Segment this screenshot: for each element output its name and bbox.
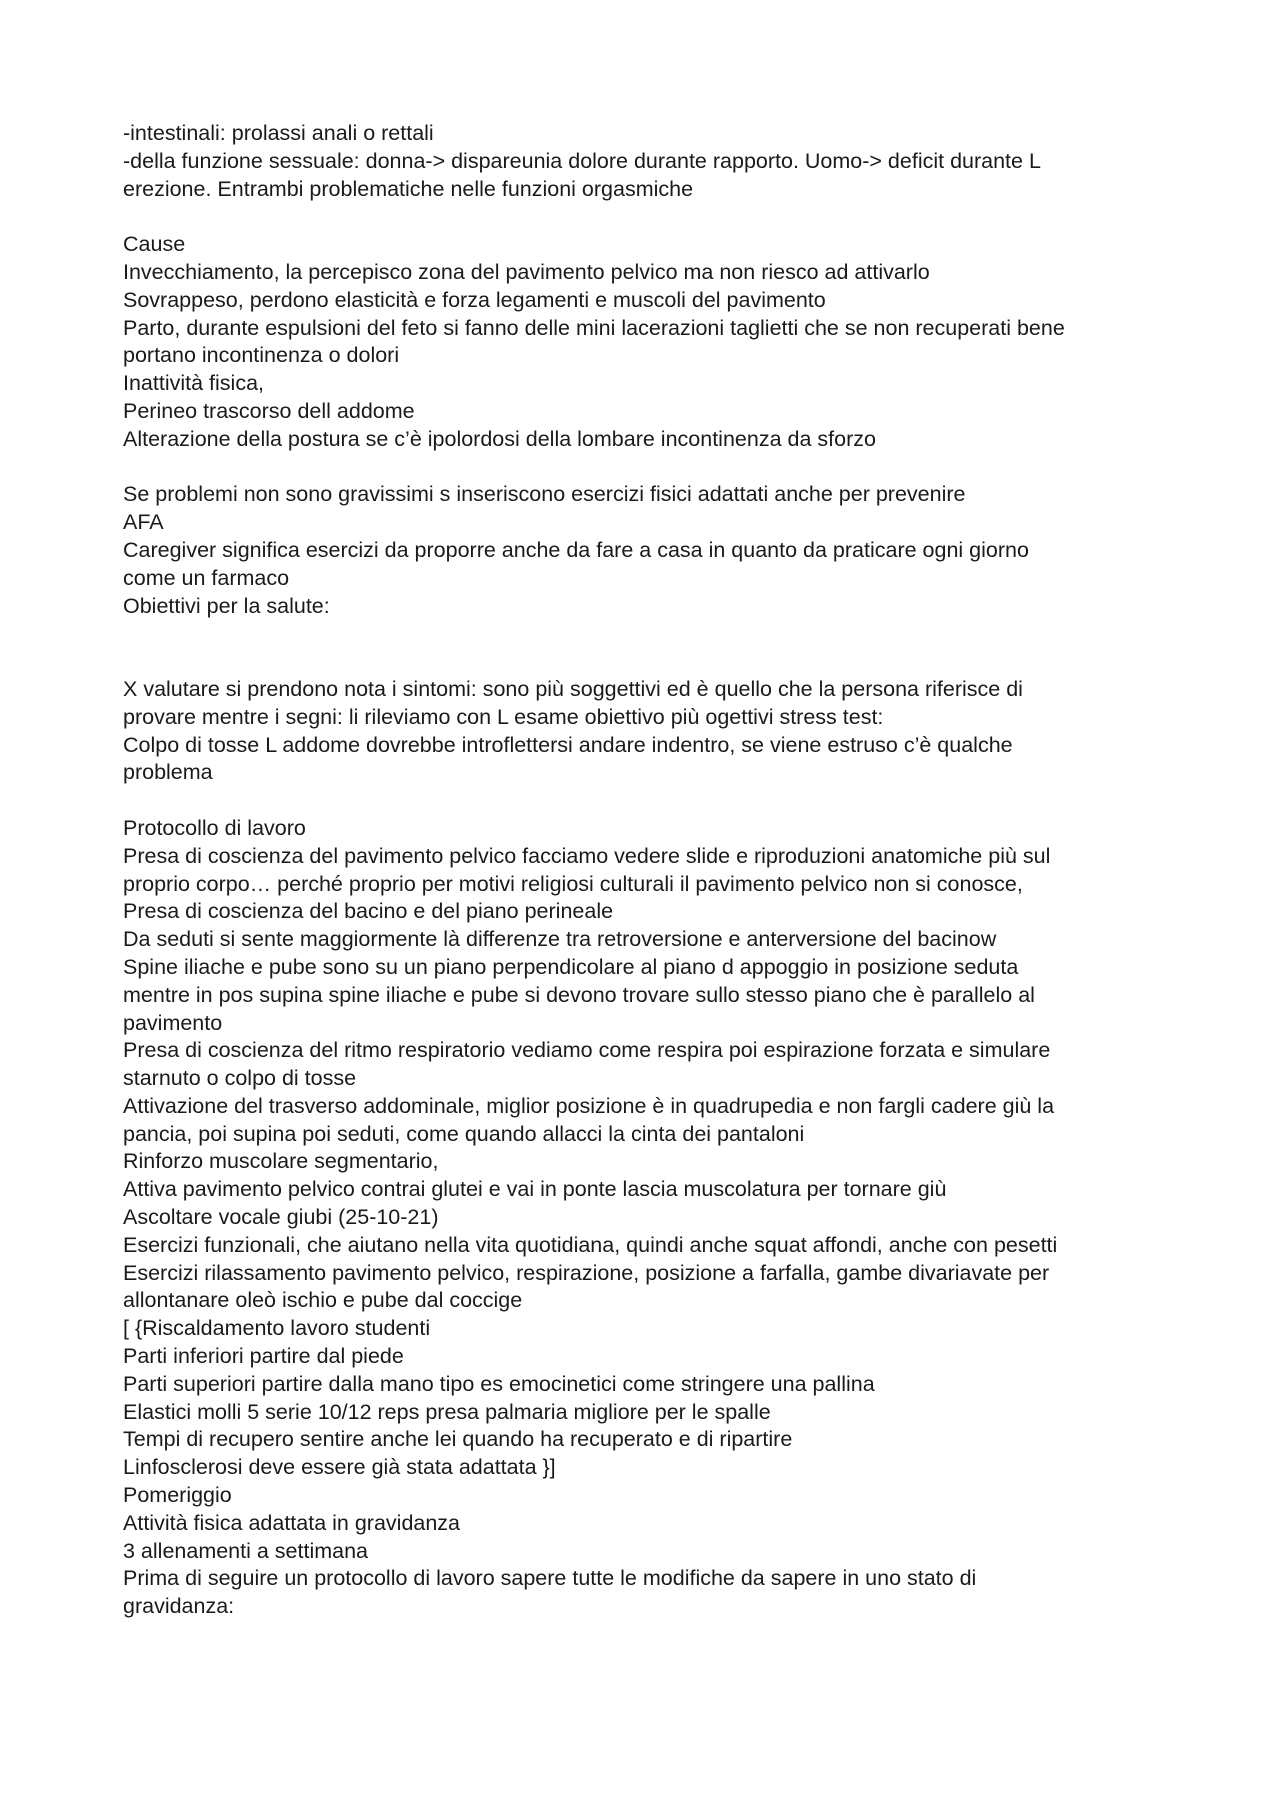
blank-line xyxy=(123,203,1183,231)
blank-line xyxy=(123,787,1183,815)
text-line: Attiva pavimento pelvico contrai glutei e vai in ponte lascia muscolatura per tornare giù xyxy=(123,1177,947,1202)
text-line: Colpo di tosse L addome dovrebbe introflettersi andare indentro, se viene estruso c’è qualche xyxy=(123,732,1013,757)
text-line: pavimento xyxy=(123,1010,223,1035)
text-line: Esercizi funzionali, che aiutano nella vita quotidiana, quindi anche squat affondi, anche con pesetti xyxy=(123,1232,1058,1257)
text-line: proprio corpo… perché proprio per motivi religiosi culturali il pavimento pelvico non si conosce, xyxy=(123,871,1023,896)
text-line: Caregiver significa esercizi da proporre anche da fare a casa in quanto da praticare ogni giorno xyxy=(123,537,1029,562)
text-line: -della funzione sessuale: donna-> dispareunia dolore durante rapporto. Uomo-> deficit durante L xyxy=(123,148,1041,173)
text-line: gravidanza: xyxy=(123,1594,235,1619)
text-line: [ {Riscaldamento lavoro studenti xyxy=(123,1316,431,1341)
text-line: Attivazione del trasverso addominale, miglior posizione è in quadrupedia e non fargli cadere giù la xyxy=(123,1093,1055,1118)
text-line: Inattività fisica, xyxy=(123,371,264,396)
text-line: Presa di coscienza del pavimento pelvico facciamo vedere slide e riproduzioni anatomiche più sul xyxy=(123,843,1051,868)
text-line: Da seduti si sente maggiormente là differenze tra retroversione e anterversione del bacinow xyxy=(123,927,997,952)
text-line: Rinforzo muscolare segmentario, xyxy=(123,1149,439,1174)
text-line: Parto, durante espulsioni del feto si fanno delle mini lacerazioni taglietti che se non recuperati bene xyxy=(123,315,1065,340)
text-line: X valutare si prendono nota i sintomi: sono più soggettivi ed è quello che la persona riferisce di xyxy=(123,676,1023,701)
text-line: come un farmaco xyxy=(123,565,290,590)
text-line: problema xyxy=(123,760,213,785)
text-line: Esercizi rilassamento pavimento pelvico, respirazione, posizione a farfalla, gambe divariavate per xyxy=(123,1260,1050,1285)
text-line: Obiettivi per la salute: xyxy=(123,593,330,618)
text-line: -intestinali: prolassi anali o rettali xyxy=(123,121,434,145)
text-line: Perineo trascorso dell addome xyxy=(123,398,415,423)
text-line: provare mentre i segni: li rileviamo con L esame obiettivo più ogettivi stress test: xyxy=(123,704,884,729)
blank-line xyxy=(123,620,1183,676)
text-line: Presa di coscienza del bacino e del piano perineale xyxy=(123,899,614,924)
text-line: Elastici molli 5 serie 10/12 reps presa palmaria migliore per le spalle xyxy=(123,1399,771,1424)
text-line: Tempi di recupero sentire anche lei quando ha recuperato e di ripartire xyxy=(123,1427,793,1452)
text-line: erezione. Entrambi problematiche nelle funzioni orgasmiche xyxy=(123,176,694,201)
text-line: allontanare oleò ischio e pube dal coccige xyxy=(123,1288,523,1313)
text-line: Ascoltare vocale giubi (25-10-21) xyxy=(123,1205,439,1230)
text-line: Alterazione della postura se c’è ipolordosi della lombare incontinenza da sforzo xyxy=(123,426,876,451)
text-line: Prima di seguire un protocollo di lavoro sapere tutte le modifiche da sapere in uno stato di xyxy=(123,1566,977,1591)
text-line: Parti superiori partire dalla mano tipo es emocinetici come stringere una pallina xyxy=(123,1371,875,1396)
text-line: Invecchiamento, la percepisco zona del pavimento pelvico ma non riesco ad attivarlo xyxy=(123,259,930,284)
document-body xyxy=(123,120,1183,1621)
blank-line xyxy=(123,454,1183,482)
section-heading: Protocollo di lavoro xyxy=(123,815,306,840)
text-line: starnuto o colpo di tosse xyxy=(123,1066,357,1091)
text-line: portano incontinenza o dolori xyxy=(123,343,400,368)
text-line: 3 allenamenti a settimana xyxy=(123,1538,369,1563)
text-line: Attività fisica adattata in gravidanza xyxy=(123,1510,461,1535)
text-line: Se problemi non sono gravissimi s inseriscono esercizi fisici adattati anche per prevenire xyxy=(123,482,966,507)
section-heading: Pomeriggio xyxy=(123,1483,232,1508)
text-line: mentre in pos supina spine iliache e pube si devono trovare sullo stesso piano che è parallelo al xyxy=(123,982,1035,1007)
text-line: Sovrappeso, perdono elasticità e forza legamenti e muscoli del pavimento xyxy=(123,287,826,312)
text-line: Presa di coscienza del ritmo respiratorio vediamo come respira poi espirazione forzata e simulare xyxy=(123,1038,1051,1063)
text-line: Spine iliache e pube sono su un piano perpendicolare al piano d appoggio in posizione seduta xyxy=(123,954,1019,979)
section-heading: Cause xyxy=(123,232,186,257)
text-line: Linfosclerosi deve essere già stata adattata }] xyxy=(123,1455,556,1480)
text-line: AFA xyxy=(123,510,164,535)
text-line: pancia, poi supina poi seduti, come quando allacci la cinta dei pantaloni xyxy=(123,1121,805,1146)
text-line: Parti inferiori partire dal piede xyxy=(123,1344,404,1369)
